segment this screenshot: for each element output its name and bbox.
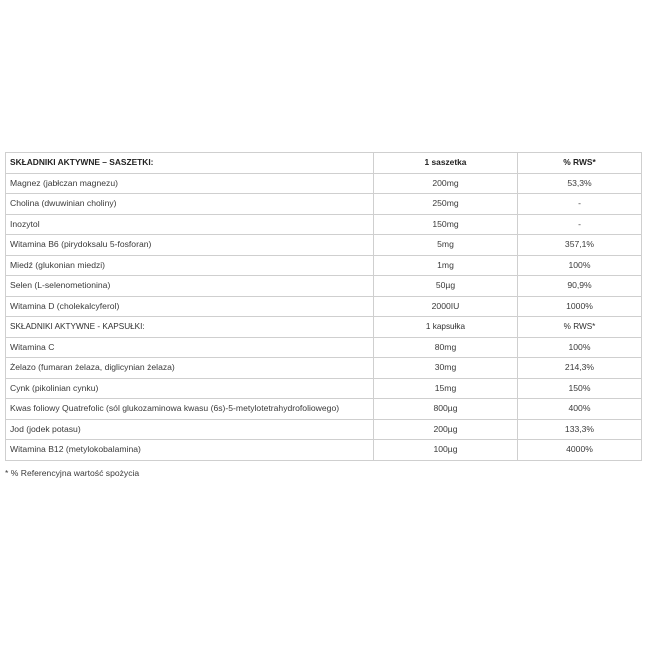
table-row xyxy=(6,419,642,440)
table-header-row xyxy=(6,153,642,174)
ingredient-rws: 53,3% xyxy=(518,173,642,194)
ingredient-dose: 30mg xyxy=(374,358,518,379)
ingredient-dose: 800µg xyxy=(374,399,518,420)
capsule-header-row xyxy=(6,317,642,338)
table-row xyxy=(6,276,642,297)
ingredient-dose: 2000IU xyxy=(374,296,518,317)
ingredient-dose: 15mg xyxy=(374,378,518,399)
nutrition-table-wrapper xyxy=(5,152,641,461)
ingredient-rws: - xyxy=(518,214,642,235)
header-dose: 1 saszetka xyxy=(374,153,518,174)
nutrition-table xyxy=(5,152,642,461)
table-row xyxy=(6,399,642,420)
ingredient-name: Inozytol xyxy=(6,214,374,235)
ingredient-name: Witamina B12 (metylokobalamina) xyxy=(6,440,374,461)
footnote: * % Referencyjna wartość spożycia xyxy=(5,468,140,478)
table-row xyxy=(6,173,642,194)
ingredient-name: Cholina (dwuwinian choliny) xyxy=(6,194,374,215)
ingredient-name: Żelazo (fumaran żelaza, diglicynian żelaza) xyxy=(6,358,374,379)
ingredient-dose: 1mg xyxy=(374,255,518,276)
ingredient-dose: 5mg xyxy=(374,235,518,256)
ingredient-rws: - xyxy=(518,194,642,215)
ingredient-name: Witamina B6 (pirydoksalu 5-fosforan) xyxy=(6,235,374,256)
capsule-header-dose: 1 kapsułka xyxy=(374,317,518,338)
ingredient-dose: 80mg xyxy=(374,337,518,358)
ingredient-name: Miedź (glukonian miedzi) xyxy=(6,255,374,276)
ingredient-rws: 100% xyxy=(518,255,642,276)
ingredient-rws: 357,1% xyxy=(518,235,642,256)
ingredient-rws: 400% xyxy=(518,399,642,420)
capsule-header-rws: % RWS* xyxy=(518,317,642,338)
ingredient-dose: 200µg xyxy=(374,419,518,440)
table-row xyxy=(6,440,642,461)
ingredient-rws: 1000% xyxy=(518,296,642,317)
table-row xyxy=(6,358,642,379)
ingredient-name: Witamina D (cholekalcyferol) xyxy=(6,296,374,317)
capsule-header-ingredient: SKŁADNIKI AKTYWNE - KAPSUŁKI: xyxy=(6,317,374,338)
ingredient-name: Witamina C xyxy=(6,337,374,358)
ingredient-dose: 200mg xyxy=(374,173,518,194)
ingredient-rws: 150% xyxy=(518,378,642,399)
header-ingredient: SKŁADNIKI AKTYWNE – SASZETKI: xyxy=(6,153,374,174)
ingredient-dose: 250mg xyxy=(374,194,518,215)
ingredient-dose: 100µg xyxy=(374,440,518,461)
ingredient-name: Jod (jodek potasu) xyxy=(6,419,374,440)
ingredient-dose: 150mg xyxy=(374,214,518,235)
table-row xyxy=(6,194,642,215)
ingredient-name: Cynk (pikolinian cynku) xyxy=(6,378,374,399)
ingredient-rws: 133,3% xyxy=(518,419,642,440)
ingredient-name: Kwas foliowy Quatrefolic (sól glukozaminowa kwasu (6s)-5-metylotetrahydrofoliowego) xyxy=(6,399,374,420)
ingredient-rws: 214,3% xyxy=(518,358,642,379)
ingredient-rws: 90,9% xyxy=(518,276,642,297)
ingredient-dose: 50µg xyxy=(374,276,518,297)
table-row xyxy=(6,255,642,276)
table-row xyxy=(6,296,642,317)
table-row xyxy=(6,214,642,235)
table-row xyxy=(6,235,642,256)
header-rws: % RWS* xyxy=(518,153,642,174)
table-row xyxy=(6,378,642,399)
ingredient-name: Magnez (jabłczan magnezu) xyxy=(6,173,374,194)
ingredient-name: Selen (L-selenometionina) xyxy=(6,276,374,297)
ingredient-rws: 4000% xyxy=(518,440,642,461)
ingredient-rws: 100% xyxy=(518,337,642,358)
table-row xyxy=(6,337,642,358)
